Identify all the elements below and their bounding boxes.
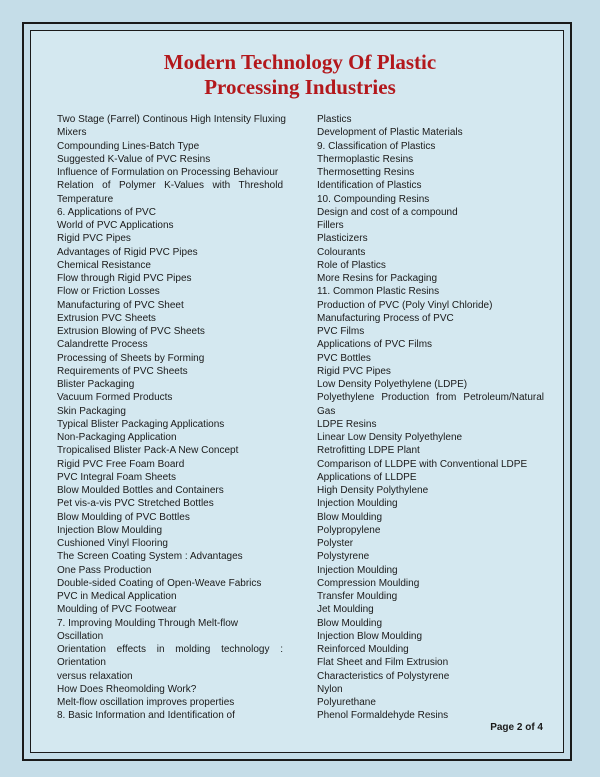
contents-entry: Non-Packaging Application <box>57 432 177 443</box>
contents-entry: Vacuum Formed Products <box>57 392 173 404</box>
contents-entry: Characteristics of Polystyrene <box>317 670 450 682</box>
page-number: Page 2 of 4 <box>490 722 543 733</box>
contents-entry: Blow Moulded Bottles and Containers <box>57 485 224 496</box>
contents-entry: Injection Blow Moulding <box>57 524 163 536</box>
contents-left-column <box>57 113 286 723</box>
contents-entry: 8. Basic Information and Identification of <box>57 710 235 722</box>
contents-entry: More Resins for Packaging <box>317 273 438 284</box>
contents-entry: 7. Improving Moulding Through Melt-flow <box>57 617 239 629</box>
contents-entry: 9. Classification of Plastics <box>317 140 436 152</box>
contents-entry: Flow or Friction Losses <box>57 286 160 298</box>
contents-entry: Phenol Formaldehyde Resins <box>317 710 449 722</box>
contents-entry: Retrofitting LDPE Plant <box>317 445 420 457</box>
contents-entry: Compounding Lines-Batch Type <box>57 140 200 152</box>
contents-entry: Injection Blow Moulding <box>317 630 423 642</box>
contents-entry: The Screen Coating System : Advantages <box>57 551 243 563</box>
contents-entry: Polyethylene Production from Petroleum/Natural <box>317 392 544 404</box>
contents-entry: Mixers <box>57 127 87 139</box>
contents-entry: Jet Moulding <box>317 604 374 616</box>
contents-entry: Cushioned Vinyl Flooring <box>57 538 168 549</box>
contents-entry: versus relaxation <box>57 670 133 682</box>
contents-entry: Manufacturing Process of PVC <box>317 312 454 324</box>
contents-entry: Suggested K-Value of PVC Resins <box>57 153 211 165</box>
contents-entry: PVC Integral Foam Sheets <box>57 471 176 483</box>
contents-entry: Nylon <box>317 683 343 695</box>
contents-entry: Design and cost of a compound <box>317 206 458 218</box>
contents-entry: Tropicalised Blister Pack-A New Concept <box>57 445 239 457</box>
contents-entry: Gas <box>317 405 336 417</box>
contents-entry: Compression Moulding <box>317 577 420 589</box>
contents-entry: Extrusion Blowing of PVC Sheets <box>57 326 205 337</box>
title-line-1: Modern Technology Of Plastic <box>163 50 437 74</box>
contents-entry: Production of PVC (Poly Vinyl Chloride) <box>317 299 493 311</box>
contents-entry: Transfer Moulding <box>317 591 398 602</box>
contents-entry: 6. Applications of PVC <box>57 206 156 218</box>
contents-entry: 11. Common Plastic Resins <box>317 286 440 298</box>
contents-entry: Manufacturing of PVC Sheet <box>57 299 184 311</box>
contents-entry: Orientation <box>57 657 106 669</box>
contents-entry: Skin Packaging <box>57 405 126 417</box>
contents-entry: Advantages of Rigid PVC Pipes <box>57 246 198 258</box>
contents-entry: Blister Packaging <box>57 379 135 390</box>
contents-entry: Requirements of PVC Sheets <box>57 365 188 377</box>
contents-entry: Applications of PVC Films <box>317 339 433 351</box>
page-title <box>30 50 570 100</box>
contents-entry: Plastics <box>317 114 352 125</box>
contents-entry: LDPE Resins <box>317 418 377 430</box>
contents-entry: Extrusion PVC Sheets <box>57 312 156 324</box>
contents-entry: Processing of Sheets by Forming <box>57 352 205 364</box>
contents-entry: Thermosetting Resins <box>317 167 415 178</box>
contents-entry: World of PVC Applications <box>57 220 174 231</box>
contents-entry: Low Density Polyethylene (LDPE) <box>317 379 468 390</box>
contents-entry: Polystyrene <box>317 551 370 563</box>
contents-entry: Two Stage (Farrel) Continous High Intensity Fluxing <box>57 114 286 125</box>
contents-entry: Role of Plastics <box>317 259 386 271</box>
contents-entry: Rigid PVC Free Foam Board <box>57 458 185 470</box>
contents-entry: Melt-flow oscillation improves properties <box>57 697 235 708</box>
contents-entry: Temperature <box>57 193 114 205</box>
contents-entry: PVC Films <box>317 326 365 337</box>
contents-entry: Blow Moulding <box>317 511 383 523</box>
contents-entry: Flow through Rigid PVC Pipes <box>57 273 192 284</box>
contents-entry: PVC Bottles <box>317 352 371 364</box>
contents-entry: Orientation effects in molding technology : <box>57 644 283 655</box>
contents-entry: Thermoplastic Resins <box>317 153 414 165</box>
contents-entry: Influence of Formulation on Processing Behaviour <box>57 167 279 178</box>
contents-entry: Linear Low Density Polyethylene <box>317 432 463 443</box>
contents-entry: Colourants <box>317 246 366 258</box>
title-line-2: Processing Industries <box>204 75 396 99</box>
contents-entry: Flat Sheet and Film Extrusion <box>317 657 449 669</box>
contents-entry: 10. Compounding Resins <box>317 193 430 205</box>
contents-entry: Relation of Polymer K-Values with Threshold <box>57 180 283 192</box>
contents-entry: Polyster <box>317 538 354 549</box>
contents-entry: One Pass Production <box>57 564 152 576</box>
contents-entry: Injection Moulding <box>317 564 398 576</box>
contents-entry: Double-sided Coating of Open-Weave Fabrics <box>57 577 262 589</box>
contents-entry: Plasticizers <box>317 233 368 245</box>
contents-entry: Typical Blister Packaging Applications <box>57 418 225 430</box>
contents-right-column <box>317 113 544 723</box>
contents-entry: Rigid PVC Pipes <box>317 365 391 377</box>
contents-entry: Reinforced Moulding <box>317 644 409 655</box>
contents-entry: Injection Moulding <box>317 498 398 510</box>
contents-entry: PVC in Medical Application <box>57 591 177 602</box>
contents-entry: Blow Moulding <box>317 617 383 629</box>
contents-entry: Moulding of PVC Footwear <box>57 604 177 616</box>
contents-entry: Identification of Plastics <box>317 180 422 192</box>
contents-entry: Comparison of LLDPE with Conventional LDPE <box>317 458 528 470</box>
contents-entry: Polypropylene <box>317 524 381 536</box>
contents-entry: High Density Polythylene <box>317 485 429 496</box>
contents-entry: Fillers <box>317 220 344 231</box>
contents-entry: Pet vis-a-vis PVC Stretched Bottles <box>57 498 214 510</box>
contents-entry: Applications of LLDPE <box>317 471 417 483</box>
contents-entry: Rigid PVC Pipes <box>57 233 131 245</box>
contents-entry: Chemical Resistance <box>57 259 151 271</box>
contents-entry: Development of Plastic Materials <box>317 127 463 139</box>
contents-entry: Oscillation <box>57 630 104 642</box>
contents-entry: Blow Moulding of PVC Bottles <box>57 511 190 523</box>
contents-entry: How Does Rheomolding Work? <box>57 683 197 695</box>
contents-entry: Polyurethane <box>317 697 376 708</box>
contents-entry: Calandrette Process <box>57 339 148 351</box>
